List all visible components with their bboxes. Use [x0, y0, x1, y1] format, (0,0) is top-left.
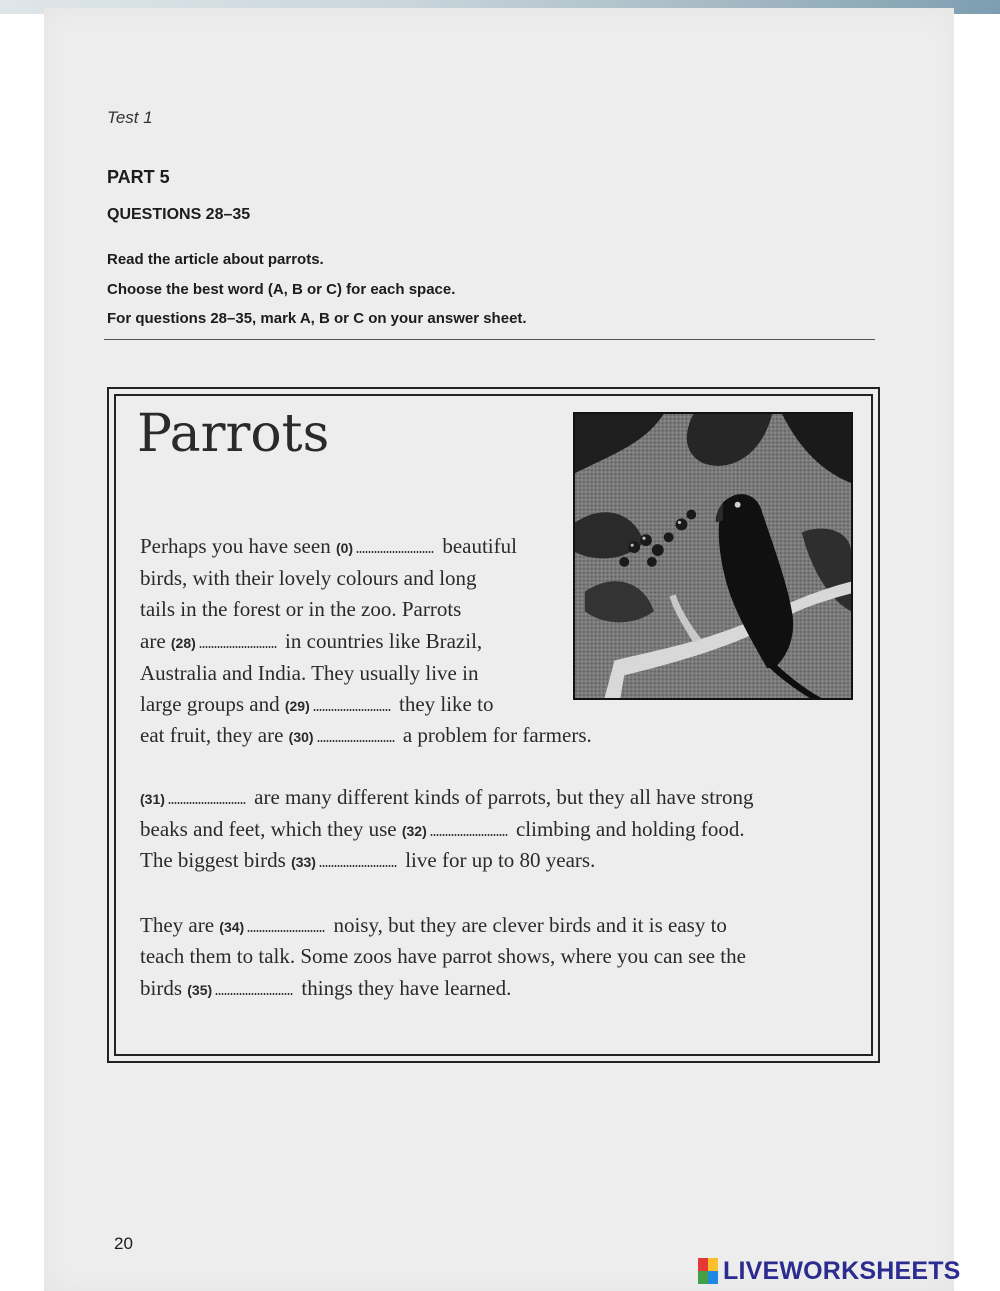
text-fragment: large groups and: [140, 692, 280, 716]
article-line: [140, 848, 595, 873]
gap-number: (30): [288, 729, 314, 745]
gap-number: (33): [291, 854, 316, 870]
part-title: PART 5: [107, 167, 170, 187]
liveworksheets-logo[interactable]: [698, 1256, 961, 1286]
text-fragment: beaks and feet, which they use: [140, 817, 397, 841]
answer-blank[interactable]: [430, 834, 508, 836]
gap-number: (32): [401, 823, 427, 839]
text-fragment: eat fruit, they are: [140, 723, 284, 747]
article-line: [140, 692, 493, 717]
test-label: Test 1: [107, 108, 153, 127]
article-line: [140, 629, 482, 654]
article-line: [140, 785, 754, 810]
parrot-photo: [573, 412, 853, 700]
gap-number: (31): [140, 791, 165, 807]
text-fragment: Perhaps you have seen: [140, 534, 331, 558]
article-line: [140, 534, 517, 559]
gap-number: (34): [219, 919, 245, 935]
text-fragment: climbing and holding food.: [515, 817, 745, 841]
logo-square-blue: [708, 1271, 718, 1284]
text-fragment: live for up to 80 years.: [405, 848, 596, 872]
answer-blank[interactable]: [168, 802, 246, 804]
text-fragment: The biggest birds: [140, 848, 286, 872]
text-fragment: birds: [140, 976, 182, 1000]
article-line: tails in the forest or in the zoo. Parrots: [140, 597, 462, 621]
article-line: [140, 723, 592, 748]
text-fragment: things they have learned.: [301, 976, 512, 1000]
questions-title: QUESTIONS 28–35: [107, 206, 251, 223]
article-line: [140, 817, 745, 842]
gap-number: (35): [187, 982, 213, 998]
instruction-line: Read the article about parrots.: [107, 251, 324, 268]
answer-blank[interactable]: [317, 740, 395, 742]
article-line: [140, 976, 511, 1001]
gap-number: (29): [284, 698, 310, 714]
logo-square-green: [698, 1271, 708, 1284]
text-fragment: beautiful: [442, 534, 517, 558]
article-line: birds, with their lovely colours and long: [140, 566, 477, 590]
answer-blank[interactable]: [356, 551, 434, 553]
gap-number: (28): [170, 635, 196, 651]
parrot-photo-image: [575, 414, 851, 698]
article-line: Australia and India. They usually live in: [140, 661, 479, 685]
divider: [104, 339, 875, 340]
text-fragment: noisy, but they are clever birds and it is easy to: [333, 913, 727, 937]
text-fragment: are many different kinds of parrots, but they all have strong: [254, 785, 754, 809]
instruction-line: Choose the best word (A, B or C) for each space.: [107, 281, 456, 298]
answer-blank[interactable]: [313, 709, 391, 711]
answer-blank[interactable]: [319, 865, 397, 867]
article-line: [140, 913, 727, 938]
text-fragment: they like to: [398, 692, 494, 716]
text-fragment: a problem for farmers.: [402, 723, 592, 747]
answer-blank[interactable]: [199, 646, 277, 648]
instruction-line: For questions 28–35, mark A, B or C on your answer sheet.: [107, 310, 527, 327]
text-fragment: They are: [140, 913, 215, 937]
text-fragment: in countries like Brazil,: [285, 629, 483, 653]
liveworksheets-wordmark: LIVEWORKSHEETS: [723, 1256, 961, 1285]
liveworksheets-logo-icon: [698, 1258, 718, 1284]
text-fragment: are: [140, 629, 166, 653]
answer-blank[interactable]: [215, 993, 293, 995]
gap-number: (0): [335, 540, 354, 556]
article-line: teach them to talk. Some zoos have parrot shows, where you can see the: [140, 944, 746, 968]
answer-blank[interactable]: [247, 930, 325, 932]
page-number: 20: [114, 1234, 133, 1253]
logo-square-red: [698, 1258, 708, 1271]
article-title: Parrots: [137, 404, 330, 464]
logo-square-yellow: [708, 1258, 718, 1271]
